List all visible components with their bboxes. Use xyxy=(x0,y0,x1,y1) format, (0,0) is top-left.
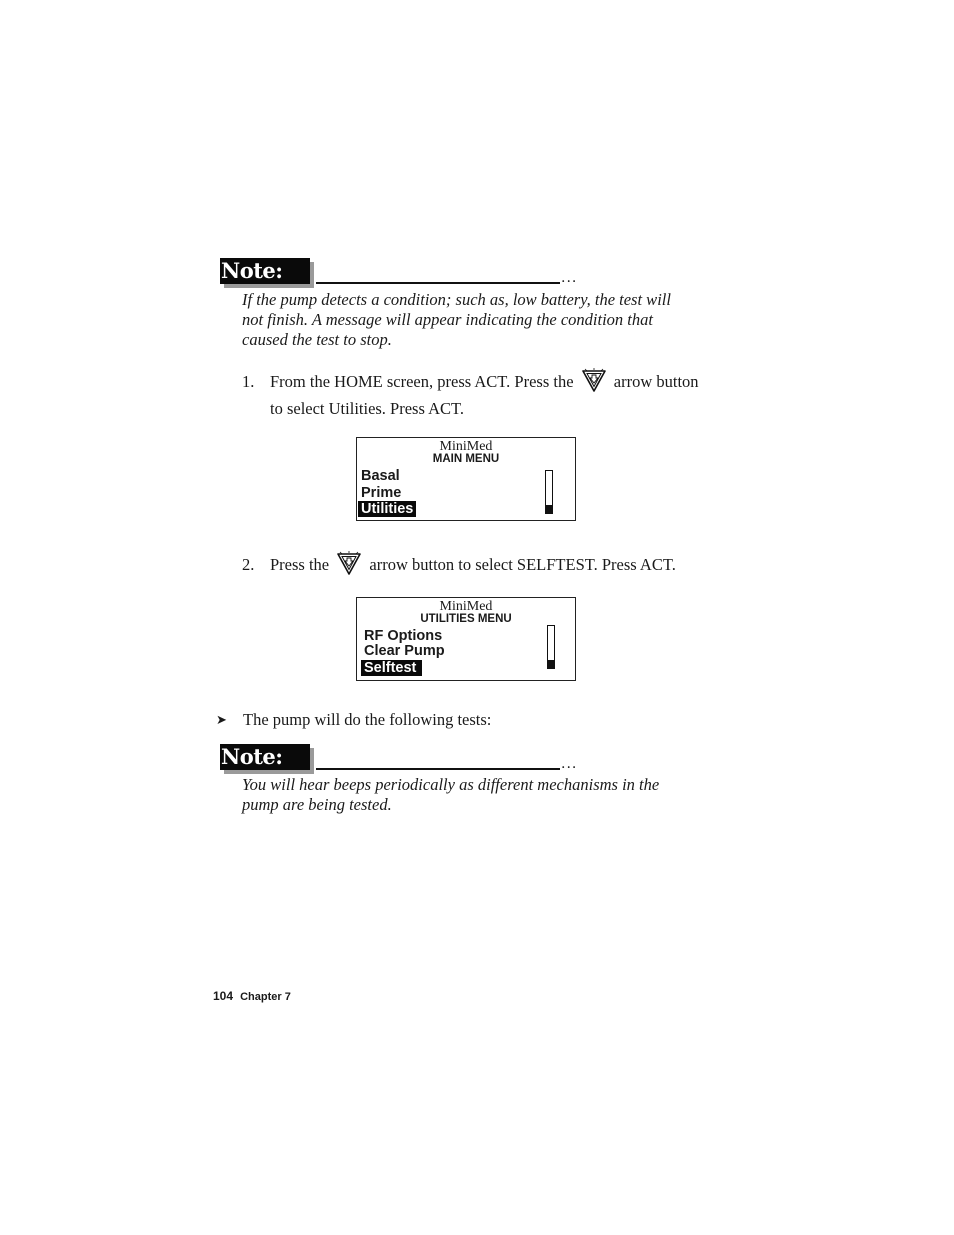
note-badge xyxy=(220,258,310,284)
step-text-part: arrow button to select SELFTEST. Press ACT. xyxy=(369,555,676,574)
menu-item-utilities-selected: Utilities xyxy=(358,501,416,517)
step-text xyxy=(270,551,730,578)
note-text xyxy=(242,290,722,350)
screen-brand: MiniMed xyxy=(439,439,493,454)
note-line: not finish. A message will appear indicating the condition that xyxy=(242,310,653,329)
menu-item-rf-options: RF Options xyxy=(364,628,443,644)
menu-item-selftest-selected: Selftest xyxy=(361,660,422,676)
screen-title: MAIN MENU xyxy=(432,453,500,465)
page-footer xyxy=(213,989,291,1004)
note-ellipsis: ... xyxy=(561,756,578,772)
note-rule xyxy=(316,282,560,284)
step-number: 2. xyxy=(242,555,255,574)
note-label: Note: xyxy=(221,258,283,283)
note-line: caused the test to stop. xyxy=(242,330,392,349)
note-header xyxy=(220,744,590,774)
bullet-text: The pump will do the following tests: xyxy=(243,710,492,729)
note-ellipsis: ... xyxy=(561,270,578,286)
page-number: 104 xyxy=(213,989,234,1003)
scroll-indicator xyxy=(547,625,555,669)
step-text xyxy=(270,368,730,422)
arrowhead-bullet-icon: ➤ xyxy=(216,712,227,727)
pump-screen-utilities-menu xyxy=(356,597,576,681)
note-header xyxy=(220,258,590,288)
screen-brand: MiniMed xyxy=(439,599,493,614)
step-text-part: to select Utilities. Press ACT. xyxy=(270,399,465,418)
menu-item-clear-pump: Clear Pump xyxy=(364,643,445,659)
step-text-part: Press the xyxy=(270,555,330,574)
scroll-indicator xyxy=(545,470,553,514)
note-badge xyxy=(220,744,310,770)
down-arrow-button-icon xyxy=(581,368,607,394)
note-line: If the pump detects a condition; such as, low battery, the test will xyxy=(242,290,671,309)
step-text-part: From the HOME screen, press ACT. Press the xyxy=(270,372,574,391)
menu-item-basal: Basal xyxy=(361,468,400,484)
menu-item-prime: Prime xyxy=(361,485,402,501)
chapter-label: Chapter 7 xyxy=(240,991,291,1003)
pump-screen-main-menu xyxy=(356,437,576,521)
note-rule xyxy=(316,768,560,770)
step-text-part: arrow button xyxy=(613,372,699,391)
note-line: pump are being tested. xyxy=(242,795,392,814)
scroll-indicator-fill xyxy=(546,505,552,513)
scroll-indicator-fill xyxy=(548,660,554,668)
screen-title: UTILITIES MENU xyxy=(420,613,512,625)
note-text xyxy=(242,775,722,815)
note-label: Note: xyxy=(221,744,283,769)
down-arrow-button-icon xyxy=(336,551,362,577)
note-line: You will hear beeps periodically as different mechanisms in the xyxy=(242,775,660,794)
step-number: 1. xyxy=(242,372,255,391)
